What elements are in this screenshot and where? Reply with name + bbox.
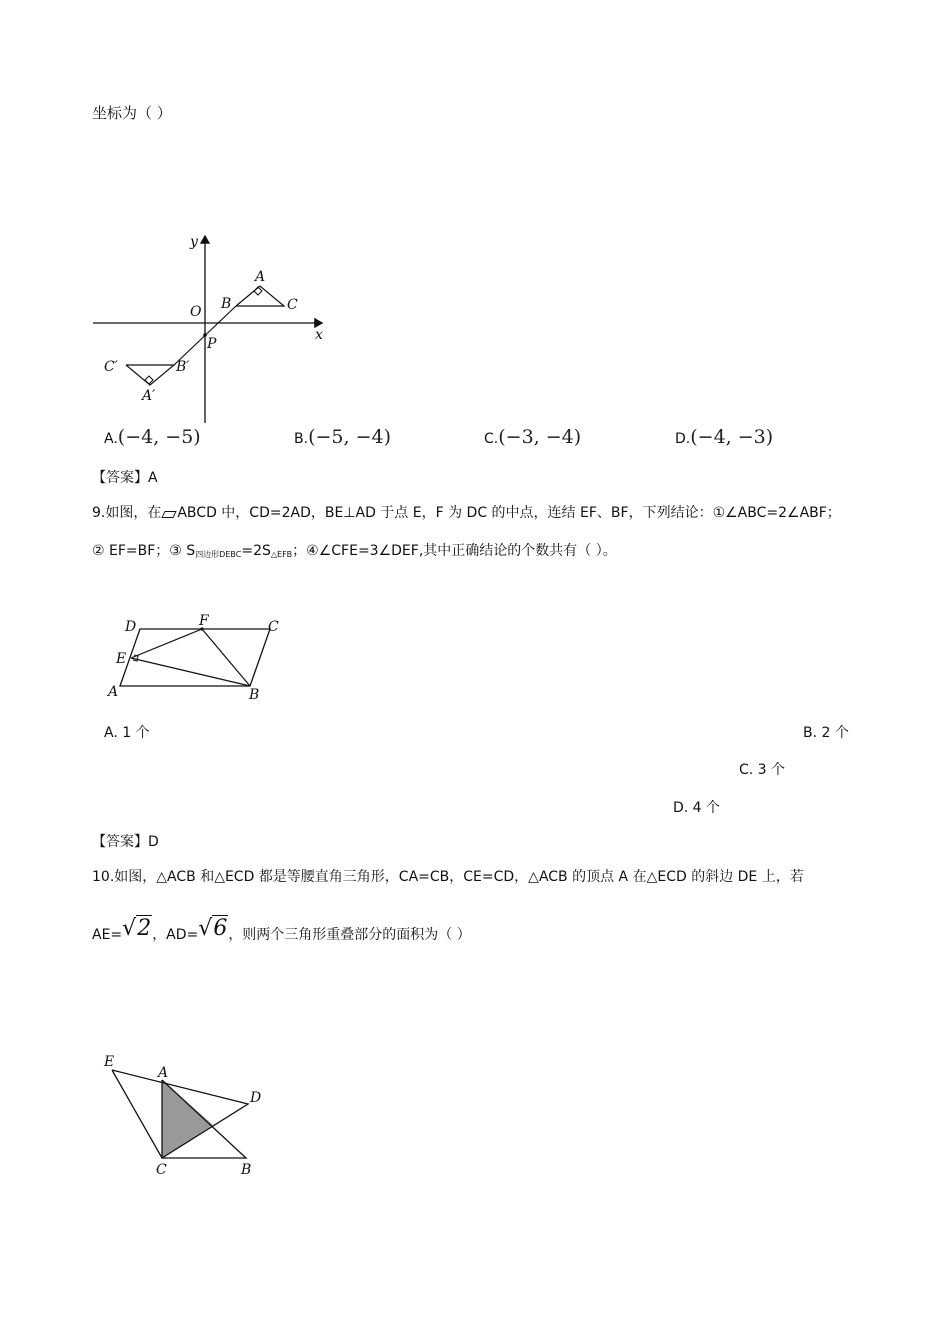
label-B: B <box>221 296 232 312</box>
q8-answer: 【答案】A <box>92 470 158 486</box>
label-P: P <box>207 336 217 352</box>
sqrt-6: √6 <box>198 916 228 941</box>
q9-option-a[interactable]: A. 1 个 <box>104 725 150 741</box>
label-O: O <box>190 304 202 320</box>
q8-coordinate-figure <box>90 228 350 428</box>
label-C: C <box>156 1162 167 1178</box>
q8-stem-tail: 坐标为（ ） <box>92 104 172 122</box>
label-A: A <box>255 269 266 285</box>
q9-option-d[interactable]: D. 4 个 <box>673 800 721 816</box>
label-y: y <box>190 234 198 250</box>
label-B1: B′ <box>176 359 190 375</box>
label-A: A <box>158 1065 169 1081</box>
q8-option-d[interactable]: D.(−4, −3) <box>675 426 774 448</box>
label-C: C <box>268 619 279 635</box>
q9-option-c[interactable]: C. 3 个 <box>739 762 786 778</box>
label-B: B <box>241 1162 252 1178</box>
label-C: C <box>287 297 298 313</box>
sqrt-2: √2 <box>122 916 152 941</box>
q9-stem-line2: ② EF=BF；③ $S_{四边形DEBC}=2S_{\triangle EFB}$；④∠CFE=3∠DEF,其中正确结论的个数共有（ ）。 <box>92 543 617 559</box>
label-F: F <box>199 614 209 629</box>
q9-option-b[interactable]: B. 2 个 <box>803 725 849 741</box>
label-E: E <box>104 1054 115 1070</box>
q10-stem-line2: AE=√2，AD=√6，则两个三角形重叠部分的面积为（ ） <box>92 916 471 943</box>
label-A1: A′ <box>142 388 156 404</box>
label-x: x <box>315 327 323 343</box>
label-C1: C′ <box>104 359 118 375</box>
label-A: A <box>108 684 119 700</box>
q9-answer: 【答案】D <box>92 834 159 850</box>
q8-option-c[interactable]: C.(−3, −4) <box>484 426 582 448</box>
q10-triangle-figure <box>98 1048 298 1188</box>
q9-stem-line1: 9.如图，在 ABCD 中，CD=2AD，BE⊥AD 于点 E，F 为 DC 的中点，连结 EF、BF，下列结论：①∠ABC=2∠ABF； <box>92 505 841 521</box>
label-B: B <box>249 687 260 703</box>
label-D: D <box>250 1090 262 1106</box>
q10-stem-line1: 10.如图，△ACB 和△ECD 都是等腰直角三角形，CA=CB，CE=CD，△ACB 的顶点 A 在△ECD 的斜边 DE 上，若 <box>92 869 804 885</box>
q8-option-a[interactable]: A.(−4, −5) <box>104 426 201 448</box>
label-D: D <box>125 619 137 635</box>
label-E: E <box>116 651 127 667</box>
q8-option-b[interactable]: B.(−5, −4) <box>294 426 391 448</box>
q9-parallelogram-figure <box>100 614 300 704</box>
parallelogram-icon <box>162 511 177 518</box>
